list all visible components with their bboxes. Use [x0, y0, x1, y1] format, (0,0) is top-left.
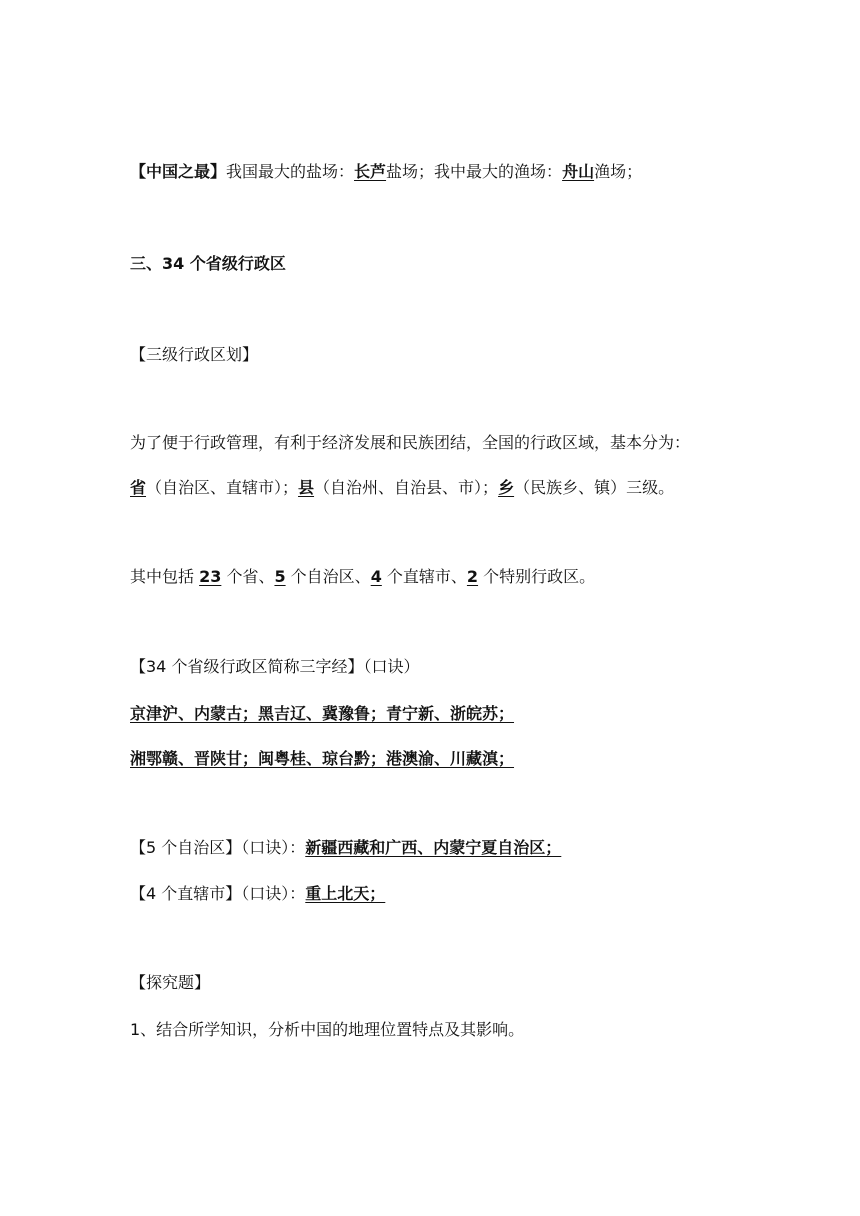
- count-provinces: 23: [199, 567, 222, 586]
- autonomous-label: 【5 个自治区】（口诀）：: [130, 838, 306, 857]
- composition-prefix: 其中包括: [130, 567, 200, 586]
- intro-line: 为了便于行政管理，有利于经济发展和民族团结，全国的行政区域，基本分为：: [130, 433, 691, 452]
- level-township: 乡: [498, 478, 515, 497]
- composition-line: [130, 566, 595, 588]
- levels-line: [130, 477, 674, 499]
- superlative-text-1: 我国最大的盐场：: [226, 162, 355, 181]
- level-county-note: （自治州、自治县、市）；: [314, 478, 499, 497]
- level-county: 县: [298, 478, 315, 497]
- mnemonic-line-1: 京津沪、内蒙古；黑吉辽、冀豫鲁；青宁新、浙皖苏；: [130, 704, 515, 723]
- count-sars: 2: [466, 567, 479, 586]
- mnemonic-line-2: 湘鄂赣、晋陕甘；闽粤桂、琼台黔；港澳渝、川藏滇；: [130, 749, 515, 768]
- count-autonomous: 5: [274, 567, 286, 586]
- count-municipalities: 4: [370, 567, 382, 586]
- superlative-line: [130, 161, 642, 183]
- level-province: 省: [130, 478, 147, 497]
- level-township-note: （民族乡、镇）三级。: [514, 478, 675, 497]
- composition-text-4: 个特别行政区。: [478, 567, 596, 586]
- composition-text-1: 个省、: [221, 567, 275, 586]
- autonomous-rhyme: 新疆西藏和广西、内蒙宁夏自治区；: [305, 838, 562, 857]
- superlative-text-3: 渔场；: [594, 162, 643, 181]
- superlative-text-2: 盐场；我中最大的渔场：: [386, 162, 563, 181]
- saltfield-name: 长芦: [354, 162, 387, 181]
- municipalities-rhyme: 重上北天；: [305, 884, 386, 903]
- superlative-tag: 【中国之最】: [130, 162, 227, 181]
- section-3-heading: 三、34 个省级行政区: [130, 254, 286, 273]
- autonomous-regions-line: [130, 837, 561, 859]
- municipalities-label: 【4 个直辖市】（口诀）：: [130, 884, 306, 903]
- fishery-name: 舟山: [562, 162, 595, 181]
- composition-text-2: 个自治区、: [285, 567, 371, 586]
- question-1: 1、结合所学知识，分析中国的地理位置特点及其影响。: [130, 1020, 525, 1039]
- level-province-note: （自治区、直辖市）；: [146, 478, 299, 497]
- admin-levels-tag: 【三级行政区划】: [130, 345, 259, 364]
- explore-tag: 【探究题】: [130, 973, 211, 992]
- municipalities-line: [130, 883, 385, 905]
- mnemonic-title: 【34 个省级行政区简称三字经】（口诀）: [130, 657, 420, 676]
- composition-text-3: 个直辖市、: [381, 567, 467, 586]
